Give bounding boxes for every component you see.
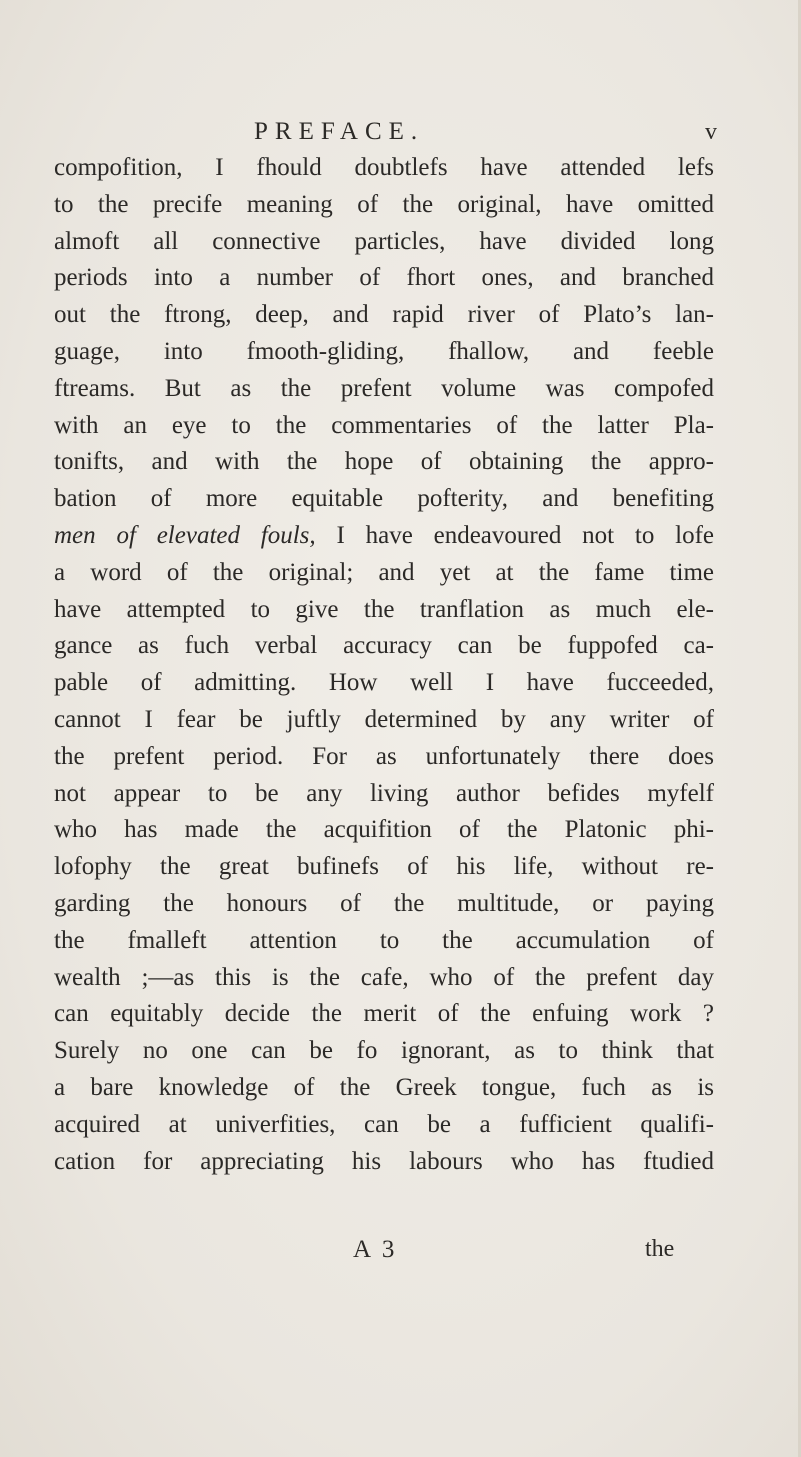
text-line: out the ftrong, deep, and rapid river of Plato’s lan- xyxy=(54,301,714,329)
text-line: not appear to be any living author befides myfelf xyxy=(54,779,714,807)
text-line: acquired at univerfities, can be a fufficient qualifi- xyxy=(54,1110,714,1138)
text-line: to the precife meaning of the original, have omitted xyxy=(54,190,714,218)
line-rest: I have endeavoured not to lofe xyxy=(315,521,714,549)
text-line: the prefent period. For as unfortunately there does xyxy=(54,742,714,770)
text-line: tonifts, and with the hope of obtaining the appro- xyxy=(54,448,714,476)
text-line: bation of more equitable pofterity, and benefiting xyxy=(54,485,714,513)
text-line: pable of admitting. How well I have fucceeded, xyxy=(54,669,714,697)
text-line: the fmalleft attention to the accumulation of xyxy=(54,926,714,954)
page-header xyxy=(0,110,801,150)
text-line: garding the honours of the multitude, or paying xyxy=(54,889,714,917)
text-line: almoft all connective particles, have divided long xyxy=(54,227,714,255)
text-line: gance as fuch verbal accuracy can be fuppofed ca- xyxy=(54,632,714,660)
text-line: guage, into fmooth-gliding, fhallow, and feeble xyxy=(54,337,714,365)
text-line: Surely no one can be fo ignorant, as to think that xyxy=(54,1037,714,1065)
signature-mark: A 3 xyxy=(353,1236,398,1263)
running-title: PREFACE. xyxy=(254,118,425,145)
text-line: cation for appreciating his labours who has ftudied xyxy=(54,1147,714,1175)
text-line: compofition, I fhould doubtlefs have attended lefs xyxy=(54,154,714,181)
italic-phrase: men of elevated fouls, xyxy=(54,521,316,549)
catchword: the xyxy=(645,1236,675,1262)
text-line-with-italic xyxy=(54,518,714,555)
page-number: v xyxy=(705,119,717,145)
text-line: periods into a number of fhort ones, and branched xyxy=(54,264,714,292)
text-line: a bare knowledge of the Greek tongue, fuch as is xyxy=(54,1073,714,1101)
text-line: can equitably decide the merit of the enfuing work ? xyxy=(54,1000,714,1028)
text-line: with an eye to the commentaries of the latter Pla- xyxy=(54,411,714,439)
text-line: wealth ;—as this is the cafe, who of the prefent day xyxy=(54,963,714,991)
body-text xyxy=(54,150,714,1180)
text-line: who has made the acquifition of the Platonic phi- xyxy=(54,816,714,844)
text-line: have attempted to give the tranflation as much ele- xyxy=(54,595,714,623)
text-line: a word of the original; and yet at the fame time xyxy=(54,558,714,586)
page-footer xyxy=(0,1236,801,1276)
text-line: ftreams. But as the prefent volume was compofed xyxy=(54,374,714,402)
text-line: lofophy the great bufinefs of his life, without re- xyxy=(54,853,714,881)
text-line: cannot I fear be juftly determined by any writer of xyxy=(54,705,714,733)
